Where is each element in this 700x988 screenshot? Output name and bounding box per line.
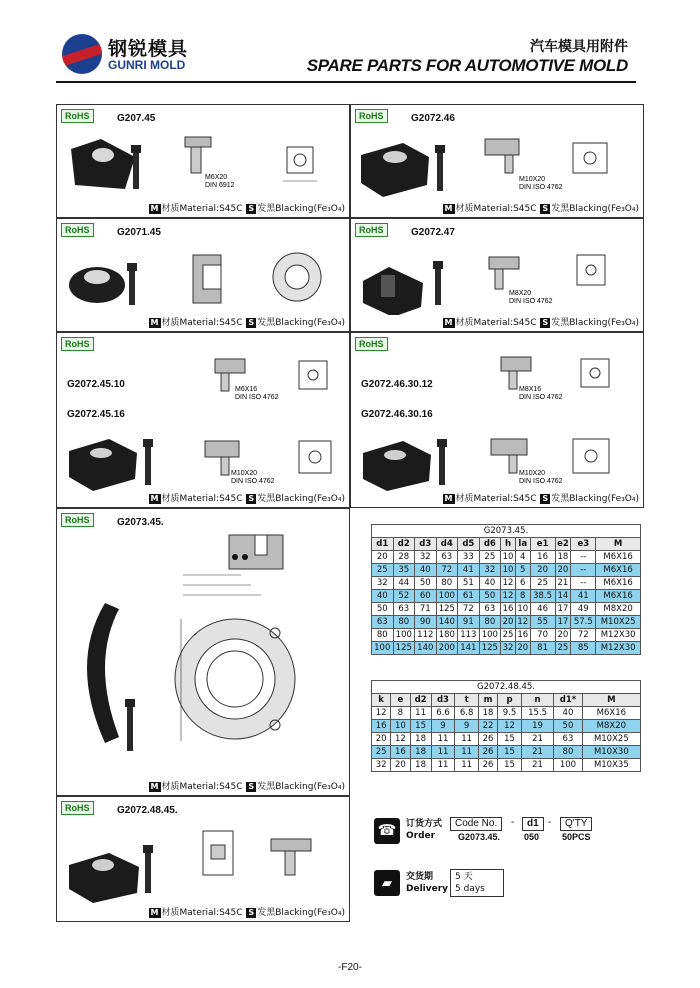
table-cell: 18: [555, 551, 571, 564]
svg-text:M8X20: M8X20: [509, 290, 532, 297]
table-cell: 63: [372, 616, 394, 629]
table-cell: 100: [372, 642, 394, 655]
order-dash-1: -: [511, 817, 515, 828]
table-cell: 25: [555, 642, 571, 655]
table-cell: 20: [517, 642, 529, 653]
table-cell: 40: [372, 590, 394, 603]
table-cell: 18: [410, 746, 431, 759]
table-cell: 70: [530, 629, 555, 642]
table-cell: 32: [415, 551, 437, 564]
order-qty-field: Q'TY: [560, 817, 592, 831]
table-cell: 11: [431, 733, 455, 746]
table-cell: 20: [372, 733, 391, 746]
table-cell: 63: [393, 603, 415, 616]
table-cell: 20: [391, 759, 410, 772]
table-cell: 25: [372, 564, 394, 577]
table-cell: 16: [372, 720, 391, 733]
table-cell: 141: [458, 642, 480, 655]
table-title: G2073.45.: [372, 525, 641, 538]
table-cell: 9: [431, 720, 455, 733]
table-cell: 100: [479, 629, 501, 642]
order-code-value: G2073.45.: [458, 832, 501, 842]
column-header: d1: [372, 538, 394, 551]
table-cell: 20: [555, 629, 571, 642]
truck-icon: ▰: [374, 870, 400, 896]
column-header: d2: [393, 538, 415, 551]
table-cell: M6X16: [596, 564, 641, 577]
panel-g2072-47: [350, 218, 644, 332]
table-cell: 46: [530, 603, 555, 616]
table-row: [372, 642, 641, 655]
page-title-cn: 汽车模具用附件: [530, 39, 628, 55]
part-drawing: [65, 523, 345, 779]
table-cell: 50: [554, 720, 582, 733]
table-cell: 20: [530, 564, 555, 577]
table-row: [372, 577, 641, 590]
table-cell: 21: [521, 733, 553, 746]
table-cell: 60: [415, 590, 437, 603]
brand-name-en: GUNRI MOLD: [108, 58, 186, 72]
table-cell: M6X16: [596, 551, 641, 564]
delivery-box: 5 天 5 days: [450, 869, 504, 897]
table-cell: 80: [372, 629, 394, 642]
table-cell: 44: [393, 577, 415, 590]
table-cell: 25: [502, 629, 514, 640]
table-row: [372, 590, 641, 603]
material-note: M 材质Material:S45C S 发黑Blacking(Fe₃O₄): [150, 204, 345, 214]
table-cell: 15: [498, 759, 522, 772]
part-code: G2072.46: [411, 113, 455, 124]
table-cell: 91: [458, 616, 480, 629]
column-header: d3: [431, 694, 455, 707]
table-cell: 50: [479, 590, 501, 603]
table-cell: 4: [515, 551, 530, 564]
table-cell: 41: [458, 564, 480, 577]
material-note: M 材质Material:S45C S 发黑Blacking(Fe₃O₄): [150, 782, 345, 792]
table-cell: 14: [555, 590, 571, 603]
table-cell: 90: [415, 616, 437, 629]
table-cell: 11: [455, 759, 479, 772]
table-cell: 72: [458, 603, 480, 616]
table-cell: 11: [455, 746, 479, 759]
table-cell: 18: [410, 733, 431, 746]
material-note: M 材质Material:S45C S 发黑Blacking(Fe₃O₄): [150, 318, 345, 328]
table-cell: 26: [478, 746, 497, 759]
table-cell: 8: [515, 590, 530, 603]
table-cell: 12: [498, 720, 522, 733]
part-code: G2072.47: [411, 227, 455, 238]
table-cell: 55: [530, 616, 555, 629]
table-cell: M10X30: [582, 746, 640, 759]
column-header: la: [515, 538, 530, 551]
order-code-field: Code No.: [450, 817, 502, 831]
table-cell: 80: [436, 577, 458, 590]
table-cell: 80: [554, 746, 582, 759]
table-cell: 18: [478, 707, 497, 720]
part-drawing: [65, 127, 345, 201]
table-cell: 6.6: [431, 707, 455, 720]
part-code: G2072.48.45.: [117, 805, 178, 816]
table-cell: 140: [436, 616, 458, 629]
table-row: [372, 629, 641, 642]
svg-text:DIN ISO 4762: DIN ISO 4762: [235, 394, 279, 401]
column-header: h: [501, 538, 516, 551]
table-cell: 16: [530, 551, 555, 564]
table-cell: 113: [458, 629, 480, 642]
column-header: n: [521, 694, 553, 707]
table-row: [372, 603, 641, 616]
table-cell: 35: [393, 564, 415, 577]
part-code: G2073.45.: [117, 517, 164, 528]
column-header: d3: [415, 538, 437, 551]
table-row: [372, 564, 641, 577]
material-note: M 材质Material:S45C S 发黑Blacking(Fe₃O₄): [150, 908, 345, 918]
table-cell: 57.5: [571, 616, 596, 629]
table-cell: 32: [479, 564, 501, 577]
part-drawing: [65, 241, 345, 315]
part-code: G207.45: [117, 113, 156, 124]
table-cell: 12: [391, 733, 410, 746]
column-header: d5: [458, 538, 480, 551]
table-cell: 12: [502, 590, 514, 601]
spec-table-g2073-45: [371, 524, 641, 655]
panel-g2072-48-45: [56, 796, 350, 922]
table-cell: 20: [502, 616, 514, 627]
rohs-badge: RoHS: [355, 109, 388, 123]
table-cell: 11: [431, 759, 455, 772]
column-header: d2: [410, 694, 431, 707]
svg-text:M6X20: M6X20: [205, 174, 228, 181]
rohs-badge: RoHS: [61, 801, 94, 815]
table-cell: 112: [415, 629, 437, 642]
material-note: M 材质Material:S45C S 发黑Blacking(Fe₃O₄): [444, 494, 639, 504]
table-cell: 9.5: [498, 707, 522, 720]
table-cell: 22: [478, 720, 497, 733]
part-code-b: G2072.46.30.16: [361, 409, 433, 420]
table-cell: 50: [415, 577, 437, 590]
table-cell: 32: [502, 642, 514, 653]
rohs-badge: RoHS: [355, 223, 388, 237]
part-drawing: [65, 819, 345, 903]
svg-text:DIN ISO 4762: DIN ISO 4762: [519, 184, 563, 191]
table-cell: 61: [458, 590, 480, 603]
table-cell: M10X35: [582, 759, 640, 772]
table-cell: 40: [479, 577, 501, 590]
svg-text:M6X16: M6X16: [235, 386, 258, 393]
table-cell: 6.8: [455, 707, 479, 720]
table-cell: 100: [436, 590, 458, 603]
table-row: [372, 733, 641, 746]
table-cell: 72: [571, 629, 596, 642]
part-code-a: G2072.46.30.12: [361, 379, 433, 390]
part-code-b: G2072.45.16: [67, 409, 125, 420]
table-cell: 5: [515, 564, 530, 577]
part-drawing: [359, 241, 639, 315]
rohs-badge: RoHS: [61, 513, 94, 527]
table-cell: 32: [372, 759, 391, 772]
spec-table-g2072-48-45: [371, 680, 641, 772]
table-cell: 11: [410, 707, 431, 720]
table-cell: 21: [521, 746, 553, 759]
brand-name-cn: 钢锐模具: [108, 38, 189, 60]
table-cell: 33: [458, 551, 480, 564]
table-cell: 85: [571, 642, 596, 655]
material-note: M 材质Material:S45C S 发黑Blacking(Fe₃O₄): [444, 204, 639, 214]
table-cell: 100: [393, 629, 415, 642]
order-d1-field: d1: [522, 817, 544, 831]
table-cell: 80: [393, 616, 415, 629]
column-header: k: [372, 694, 391, 707]
table-cell: 41: [571, 590, 596, 603]
table-row: [372, 616, 641, 629]
phone-icon: ☎: [374, 818, 400, 844]
panel-g2073-45: [56, 508, 350, 796]
column-header: d1*: [554, 694, 582, 707]
table-cell: M6X16: [596, 577, 641, 590]
delivery-label: 交货期 Delivery: [406, 872, 449, 894]
table-cell: 15: [498, 746, 522, 759]
header-divider: [56, 81, 636, 83]
table-cell: 40: [415, 564, 437, 577]
column-header: d6: [479, 538, 501, 551]
column-header: d4: [436, 538, 458, 551]
order-qty-value: 50PCS: [562, 832, 591, 842]
material-note: M 材质Material:S45C S 发黑Blacking(Fe₃O₄): [150, 494, 345, 504]
column-header: t: [455, 694, 479, 707]
logo-emblem-icon: [62, 34, 102, 74]
table-cell: 8: [391, 707, 410, 720]
table-cell: 18: [410, 759, 431, 772]
svg-text:DIN 6912: DIN 6912: [205, 182, 235, 189]
table-cell: 63: [554, 733, 582, 746]
part-drawing: [359, 341, 639, 491]
table-cell: --: [571, 551, 596, 564]
svg-text:M10X20: M10X20: [231, 470, 258, 477]
table-row: [372, 720, 641, 733]
table-cell: 16: [502, 603, 514, 614]
table-title: G2072.48.45.: [372, 681, 641, 694]
table-cell: 10: [391, 720, 410, 733]
table-cell: 80: [479, 616, 501, 629]
table-cell: M12X30: [596, 642, 641, 655]
table-cell: M8X20: [596, 603, 641, 616]
table-cell: 11: [431, 746, 455, 759]
table-cell: 51: [458, 577, 480, 590]
table-row: [372, 551, 641, 564]
table-cell: 125: [479, 642, 501, 655]
material-note: M 材质Material:S45C S 发黑Blacking(Fe₃O₄): [444, 318, 639, 328]
svg-text:M10X20: M10X20: [519, 176, 546, 183]
rohs-badge: RoHS: [61, 337, 94, 351]
table-cell: 10: [502, 564, 514, 575]
table-cell: 71: [415, 603, 437, 616]
table-cell: 15.5: [521, 707, 553, 720]
rohs-badge: RoHS: [61, 223, 94, 237]
table-cell: 50: [372, 603, 394, 616]
rohs-badge: RoHS: [61, 109, 94, 123]
table-row: [372, 746, 641, 759]
part-drawing: [359, 127, 639, 201]
column-header: m: [478, 694, 497, 707]
table-cell: 63: [436, 551, 458, 564]
table-cell: 12: [372, 707, 391, 720]
svg-text:DIN ISO 4762: DIN ISO 4762: [519, 478, 563, 485]
svg-text:DIN ISO 4762: DIN ISO 4762: [509, 298, 553, 305]
column-header: e: [391, 694, 410, 707]
column-header: e1: [530, 538, 555, 551]
table-cell: 63: [479, 603, 501, 616]
table-cell: 17: [555, 603, 571, 616]
order-dash-2: -: [548, 817, 552, 828]
table-cell: 12: [517, 616, 529, 627]
table-cell: 11: [455, 733, 479, 746]
table-cell: 20: [555, 564, 571, 577]
table-cell: M10X25: [596, 616, 641, 629]
table-cell: 21: [521, 759, 553, 772]
page-title-en: SPARE PARTS FOR AUTOMOTIVE MOLD: [306, 56, 628, 75]
table-cell: 15: [410, 720, 431, 733]
page-number: -F20-: [338, 962, 362, 973]
table-cell: 26: [478, 759, 497, 772]
column-header: p: [498, 694, 522, 707]
part-code-a: G2072.45.10: [67, 379, 125, 390]
column-header: e2: [555, 538, 571, 551]
table-cell: 12: [502, 577, 514, 588]
svg-text:DIN ISO 4762: DIN ISO 4762: [231, 478, 275, 485]
table-cell: 19: [521, 720, 553, 733]
table-cell: --: [571, 577, 596, 590]
order-label: 订货方式 Order: [406, 819, 443, 841]
table-cell: 20: [372, 551, 394, 564]
order-d1-value: 050: [524, 832, 540, 842]
table-cell: 200: [436, 642, 458, 655]
table-cell: 125: [436, 603, 458, 616]
table-row: [372, 707, 641, 720]
table-cell: 125: [393, 642, 415, 655]
panel-g2072-46: [350, 104, 644, 218]
table-cell: 28: [393, 551, 415, 564]
table-cell: --: [571, 564, 596, 577]
brand-logo: [62, 34, 212, 78]
table-cell: 9: [455, 720, 479, 733]
panel-g2071-45: [56, 218, 350, 332]
table-cell: 38.5: [530, 590, 555, 603]
column-header: e3: [571, 538, 596, 551]
table-cell: 17: [555, 616, 571, 629]
table-cell: 15: [498, 733, 522, 746]
table-cell: 6: [515, 577, 530, 590]
column-header: M: [596, 538, 641, 551]
table-cell: 100: [554, 759, 582, 772]
table-cell: 180: [436, 629, 458, 642]
svg-text:M10X20: M10X20: [519, 470, 546, 477]
table-cell: M6X16: [596, 590, 641, 603]
table-cell: 140: [415, 642, 437, 655]
table-cell: 10: [502, 551, 514, 562]
table-cell: 52: [393, 590, 415, 603]
svg-text:M8X16: M8X16: [519, 386, 542, 393]
table-cell: 25: [372, 746, 391, 759]
table-cell: 25: [479, 551, 501, 564]
table-cell: M12X30: [596, 629, 641, 642]
table-row: [372, 759, 641, 772]
panel-g207-45: [56, 104, 350, 218]
table-cell: 26: [478, 733, 497, 746]
table-cell: 32: [372, 577, 394, 590]
table-cell: 40: [554, 707, 582, 720]
table-cell: 49: [571, 603, 596, 616]
rohs-badge: RoHS: [355, 337, 388, 351]
table-cell: 16: [391, 746, 410, 759]
table-cell: M10X25: [582, 733, 640, 746]
table-cell: 72: [436, 564, 458, 577]
table-cell: 10: [517, 603, 529, 614]
panel-g2072-46-30: [350, 332, 644, 508]
panel-g2072-45-10: [56, 332, 350, 508]
table-cell: M8X20: [582, 720, 640, 733]
svg-text:DIN ISO 4762: DIN ISO 4762: [519, 394, 563, 401]
part-drawing: [65, 341, 345, 491]
table-cell: 81: [530, 642, 555, 655]
table-cell: 16: [517, 629, 529, 640]
table-cell: 25: [530, 577, 555, 590]
table-cell: 21: [555, 577, 571, 590]
part-code: G2071.45: [117, 227, 161, 238]
table-cell: M6X16: [582, 707, 640, 720]
column-header: M: [582, 694, 640, 707]
